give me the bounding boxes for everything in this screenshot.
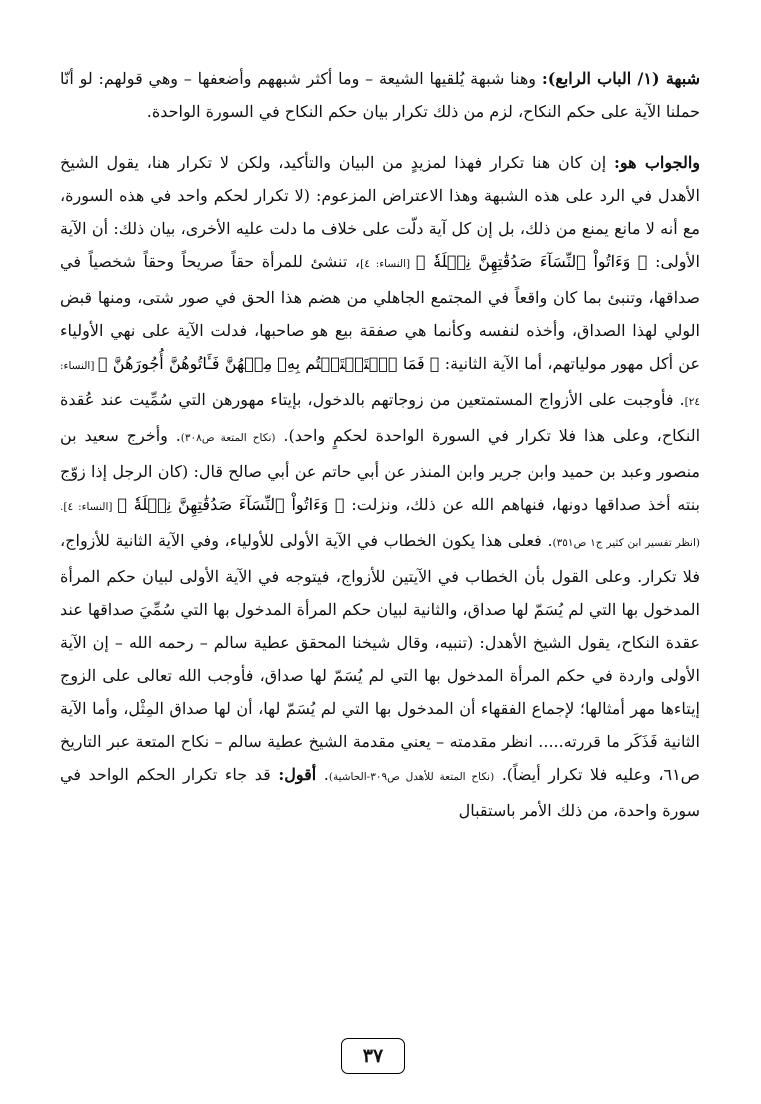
quran-verse: ﴿ وَءَاتُواْ ٱلنِّسَآءَ صَدُقَٰتِهِنَّ نِحۡلَةٗ ﴾ xyxy=(117,495,345,514)
paragraph-shubha xyxy=(60,62,700,128)
aqool-label: أقول: xyxy=(278,765,317,784)
citation: [النساء: ٤] xyxy=(360,258,416,270)
citation: (نكاح المتعة للأهدل ص٣٠٩-الحاشية) xyxy=(328,771,495,783)
quran-verse: ﴿ فَمَا ٱسۡتَمۡتَعۡتُم بِهِۦ مِنۡهُنَّ فَـَٔاتُوهُنَّ أُجُورَهُنَّ ﴾ xyxy=(97,354,440,373)
citation: . (انظر تفسير ابن كثير ج١ ص٣٥١) xyxy=(60,501,700,549)
paragraph-text: . فعلى هذا يكون الخطاب في الآية الأولى للأولياء، وفي الآية الثانية للأزواج، فلا تكرار. وعلى القول بأن الخطاب في الآيتين للأزواج، فيتوجه في الآية الأولى لبيان حكم المرأة المدخول بها التي لم يُسَمّ لها صداق، والثانية لبيان حكم المرأة المدخول بها التي سُمِّيَ صداقها عند عقدة النكاح، يقول الشيخ الأهدل: (تنبيه، وقال شيخنا المحقق عطية سالم – رحمه الله – إن الآية الأولى واردة في حكم المرأة المدخول بها التي لم يُسَمّ لها صداق، فأوجب الله تعالى على الزوج إيتاءها مهر أمثالها؛ لإجماع الفقهاء أن المدخول بها التي لم يُسَمّ لها، أن لها صداق المِثْل، وأما الآية الثانية فَذَكَر ما قررته..... انظر مقدمته – يعني مقدمة الشيخ عطية سالم – نكاح المتعة عبر التاريخ ص٦١، وعليه فلا تكرار أيضاً). xyxy=(60,531,701,784)
paragraph-heading: شبهة (١/ الباب الرابع): xyxy=(541,69,701,88)
paragraph-text: . فأوجبت على الأزواج المستمتعين من زوجاتهم بالدخول، بإيتاء مهورهن التي سُمِّيت عند عُقدة النكاح، وعلى هذا فلا تكرار في السورة الواحدة لحكمٍ واحد). xyxy=(60,390,701,445)
paragraph-text: قد جاء تكرار الحكم الواحد في سورة واحدة، من ذلك الأمر باستقبال xyxy=(60,765,700,820)
paragraph-text: . وأخرج سعيد بن منصور وعبد بن حميد وابن جرير وابن المنذر عن أبي حاتم عن أبي صالح قال: (كان الرجل إذا زوّج بنته أخذ صداقها دونها، فنهاهم الله عن ذلك، ونزلت: xyxy=(60,426,701,514)
citation: (نكاح المتعة ص٣٠٨) xyxy=(180,432,276,444)
quran-verse: ﴿ وَءَاتُواْ ٱلنِّسَآءَ صَدُقَٰتِهِنَّ نِحۡلَةٗ ﴾ xyxy=(415,252,648,271)
paragraph-text: وهنا شبهة يُلقيها الشيعة – وما أكثر شبههم وأضعفها – وهي قولهم: لو أنّا حملنا الآية على حكم النكاح، لزم من ذلك تكرار بيان حكم النكاح في السورة الواحدة. xyxy=(60,69,700,121)
citation: [النساء: ٤] xyxy=(63,501,118,513)
citation: [النساء: ٢٤] xyxy=(60,360,701,408)
page-number: ٣٧ xyxy=(341,1038,405,1074)
page-body xyxy=(60,62,700,827)
paragraph-heading: والجواب هو: xyxy=(613,153,700,172)
paragraph-text: . xyxy=(316,765,329,784)
paragraph-text: ، تنشئ للمرأة حقاً صريحاً وحقاً شخصياً في صداقها، وتنبئ بما كان واقعاً في المجتمع الجاهلي من هضم هذا الحق في صور شتى، ومنها قبض الولي لهذا الصداق، وأخذه لنفسه وكأنما هي صفقة بيع هو صاحبها، فدلت الآية على نهي الأولياء عن أكل مهور مولياتهم، أما الآية الثانية: xyxy=(60,252,701,373)
paragraph-text: إن كان هنا تكرار فهذا لمزيدٍ من البيان والتأكيد، ولكن لا تكرار هنا، يقول الشيخ الأهدل في الرد على هذه الشبهة وهذا الاعتراض المزعوم: (لا تكرار لحكم واحد في هذه السورة، مع أنه لا مانع يمنع من ذلك، بل إن كل آية دلّت على خلاف ما دلت عليه الأخرى، بيان ذلك: أن الآية الأولى: xyxy=(60,153,701,271)
paragraph-answer xyxy=(60,146,700,827)
